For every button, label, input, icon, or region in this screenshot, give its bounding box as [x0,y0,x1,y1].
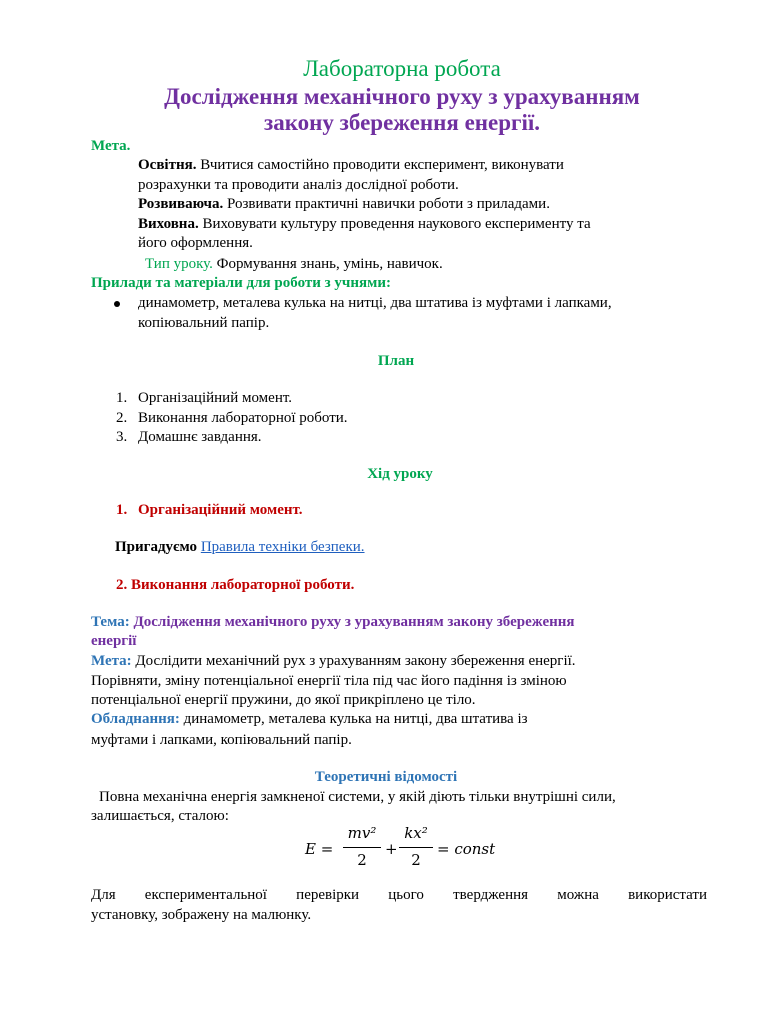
lab-work-subtitle-line2: закону збереження енергії. [263,110,541,135]
recall-text: Пригадуємо [115,539,201,555]
lesson-type [145,255,705,274]
fraction-line [343,847,381,848]
formula-den2: 2 [411,851,421,869]
equipment-text-1: динамометр, металева кулька на нитці, два штатива із [179,711,528,727]
plan-item-number: 2. [116,410,128,426]
lesson-type-text: Формування знань, умінь, навичок. [212,256,443,272]
topic-goal-text-2: Порівняти, зміну потенціальної енергії тіла під час його падіння із зміною [91,673,567,689]
theory-heading: Теоретичні відомості [314,769,458,785]
energy-formula [305,820,505,876]
plan-item-2 [116,409,348,428]
formula-den1: 2 [357,851,367,869]
plan-item-text: Домашнє завдання. [138,429,262,445]
topic-line1 [91,613,711,632]
bullet-icon [114,301,120,307]
theory-text-2: залишається, сталою: [91,808,229,824]
education-text-2: розрахунки та проводити аналіз дослідної роботи. [138,177,459,193]
topic-goal-text-3: потенціальної енергії пружини, до якої прикріплено це тіло. [91,692,476,708]
formula-rhs: = const [437,840,496,858]
topic-goal-label: Мета: [91,653,132,669]
education-text-1: Вчитися самостійно проводити експеримент, виконувати [196,157,564,173]
materials-item-line1: динамометр, металева кулька на нитці, два штатива із муфтами і лапками, [138,295,612,311]
materials-label: Прилади та матеріали для роботи з учнями: [91,275,391,291]
development-text: Розвивати практичні навички роботи з приладами. [223,196,550,212]
plan-item-number: 1. [116,390,128,406]
upbringing-text-1: Виховувати культуру проведення наукового експерименту та [198,216,591,232]
step1-heading [116,501,303,520]
theory-text-3: Для експериментальної перевірки цього твердження можна використати [91,887,707,903]
formula-lhs: E = [305,840,334,858]
theory-text-1: Повна механічна енергія замкненої системи, у якій діють тільки внутрішні сили, [99,789,616,805]
topic-text-1: Дослідження механічного руху з урахуванням закону збереження [129,614,575,630]
step1-number: 1. [116,502,128,518]
step1-title: Організаційний момент. [138,502,303,518]
topic-goal-text-1: Дослідити механічний рух з урахуванням закону збереження енергії. [131,653,576,669]
topic-text-2: енергії [91,633,137,649]
safety-rules-link[interactable]: Правила техніки безпеки. [200,539,365,555]
lesson-heading: Хід уроку [367,466,433,482]
development-label: Розвиваюча. [138,196,224,212]
formula-num1: mv² [347,824,377,842]
upbringing-label: Виховна. [138,216,199,232]
plan-item-text: Організаційний момент. [138,390,293,406]
formula-plus: + [385,840,398,858]
plan-heading: План [377,353,415,369]
materials-item-line2: копіювальний папір. [138,315,270,331]
goal-education [138,156,698,175]
plan-item-number: 3. [116,429,128,445]
upbringing-text-2: його оформлення. [138,235,253,251]
plan-item-3 [116,428,262,447]
topic-label: Тема: [91,614,130,630]
topic-goal-line1 [91,652,576,671]
formula-num2: kx² [404,824,428,842]
plan-item-text: Виконання лабораторної роботи. [138,410,348,426]
lab-work-title: Лабораторна робота [303,56,501,81]
step2-heading: 2. Виконання лабораторної роботи. [116,577,355,593]
equipment-line1 [91,710,528,729]
equipment-label: Обладнання: [91,711,180,727]
fraction-line [399,847,433,848]
goal-label: Мета. [91,138,131,154]
education-label: Освітня. [138,157,197,173]
plan-item-1 [116,389,293,408]
safety-recall [115,538,365,557]
lab-work-subtitle-line1: Дослідження механічного руху з урахуванням [164,84,640,109]
equipment-text-2: муфтами і лапками, копіювальний папір. [91,732,352,748]
goal-upbringing [138,215,708,234]
theory-text-4: установку, зображену на малюнку. [91,907,312,923]
lesson-type-label: Тип уроку. [145,256,213,272]
goal-development [138,195,698,214]
